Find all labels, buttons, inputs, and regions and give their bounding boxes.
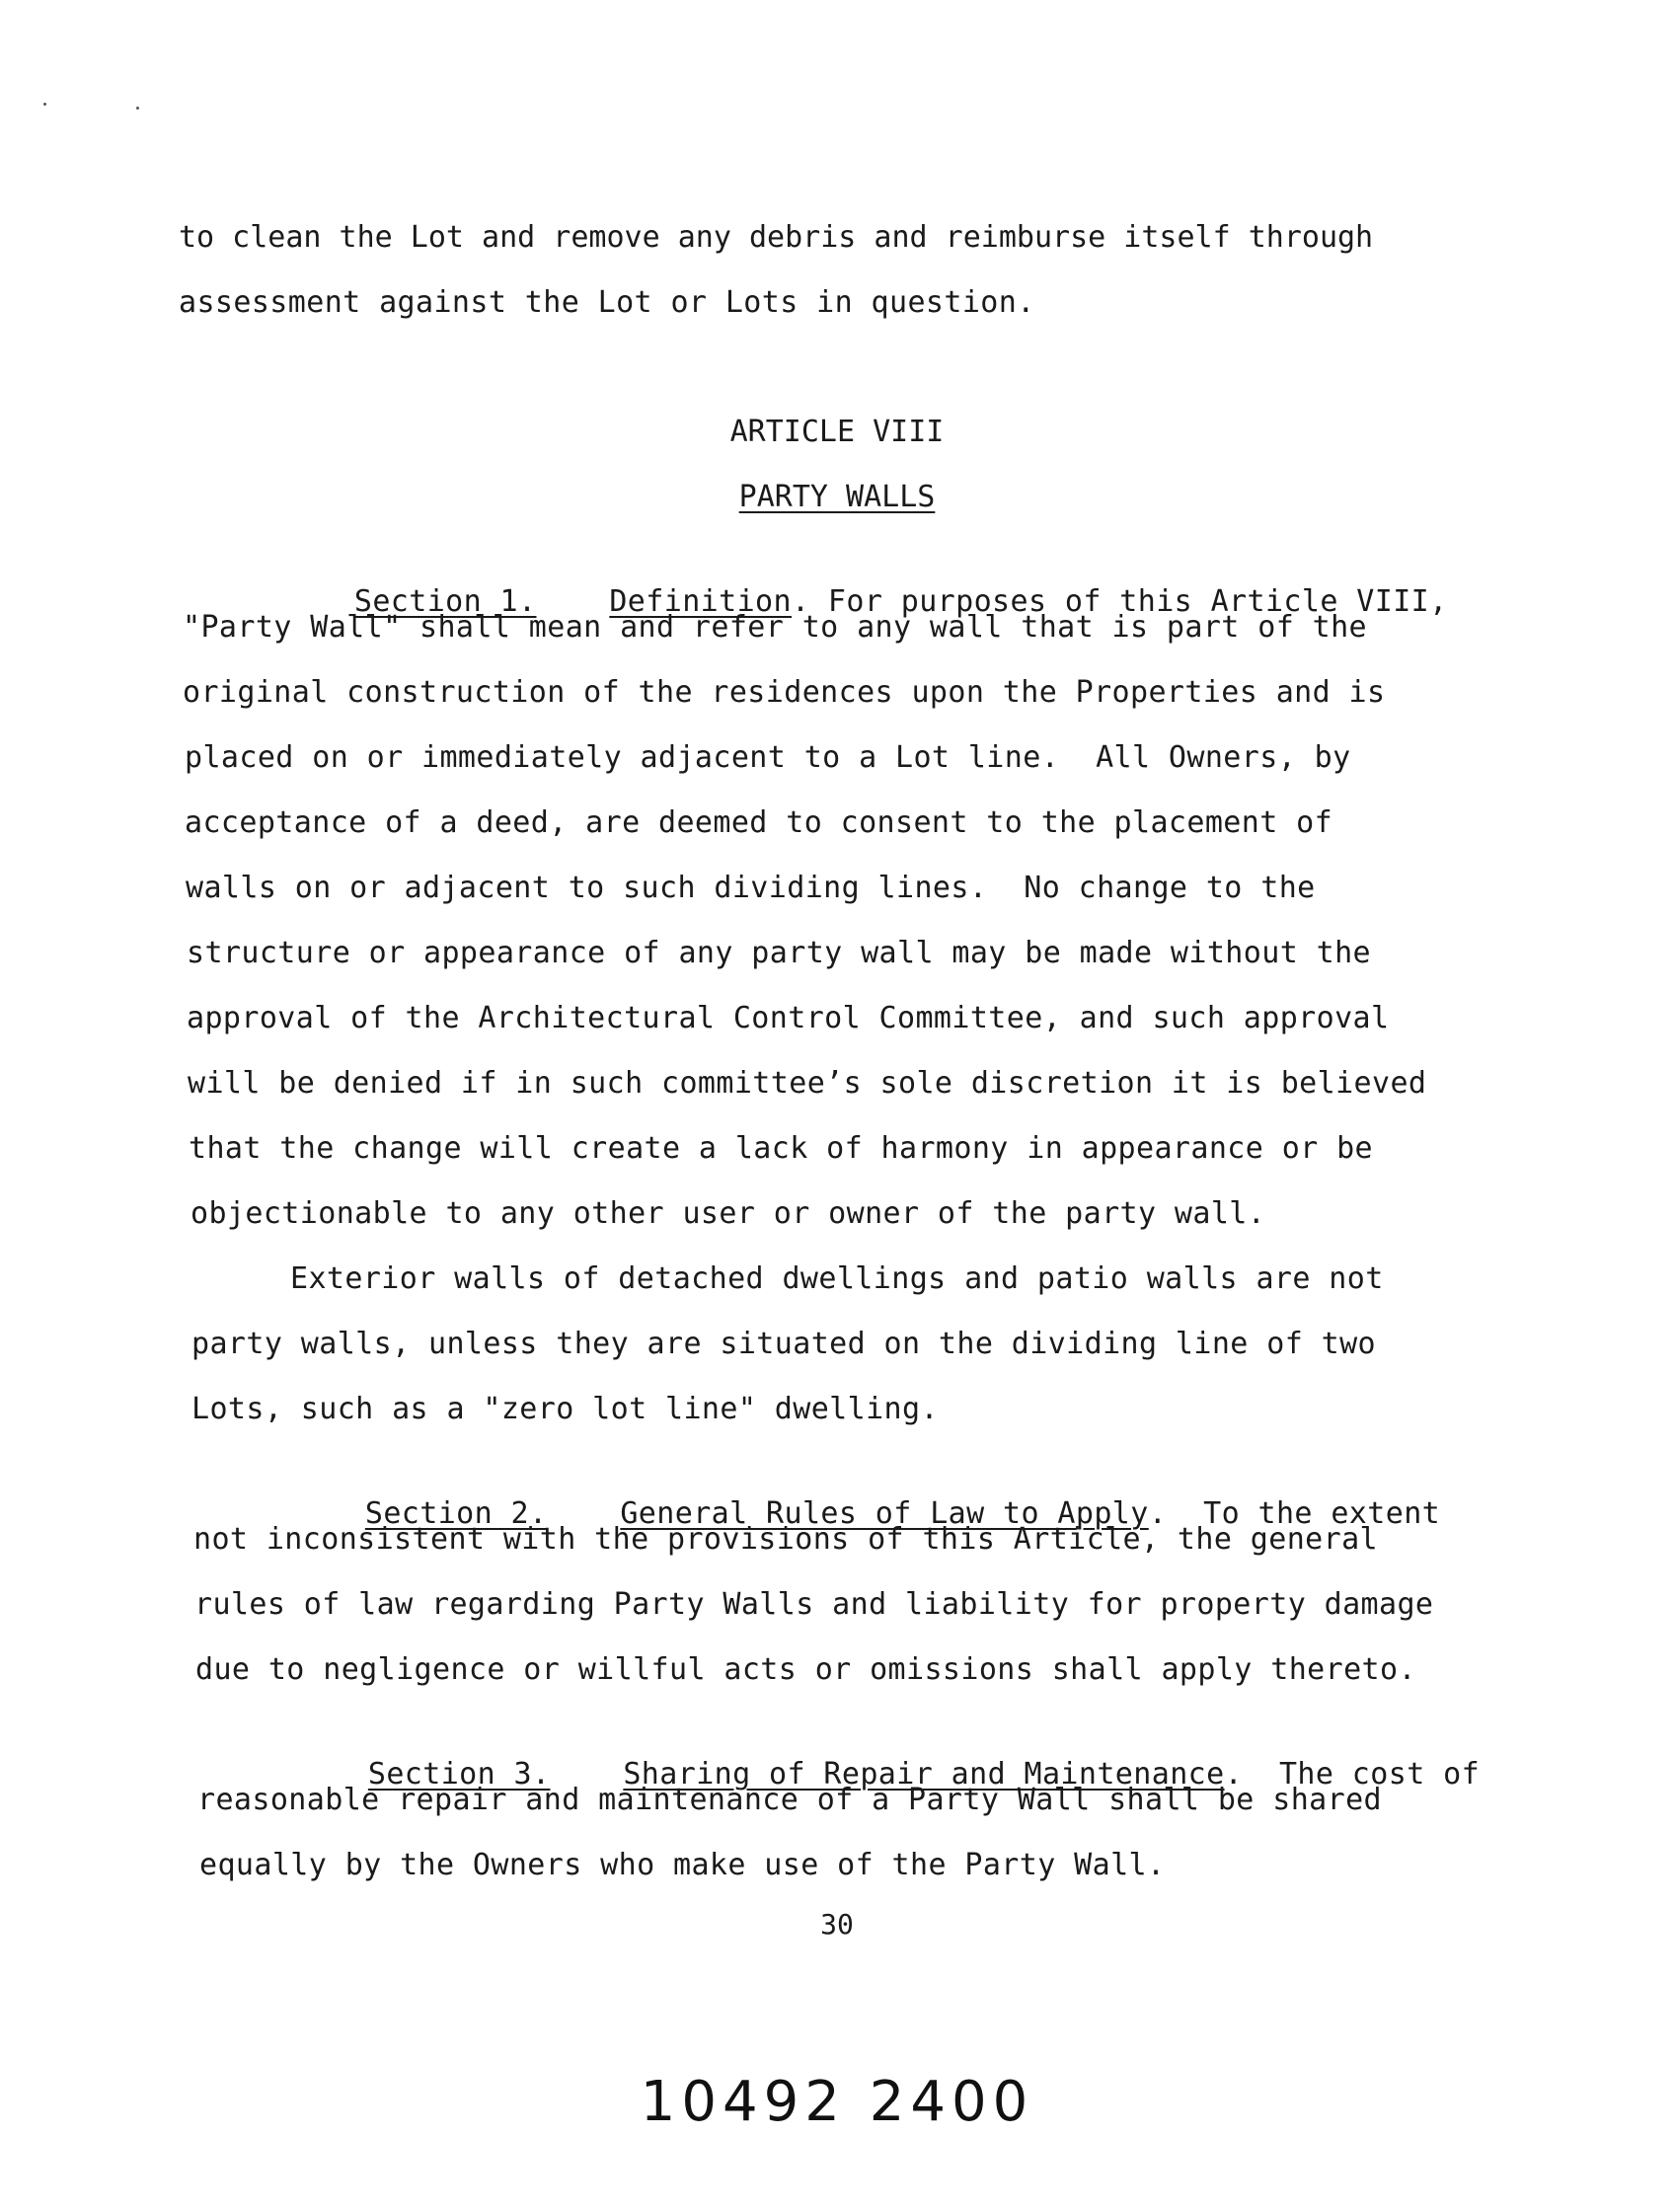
- section-3-heading: Sharing of Repair and Maintenance: [623, 1757, 1225, 1792]
- section-3-label: Section 3.: [367, 1757, 551, 1792]
- section-1-paragraph-2-line: party walls, unless they are situated on the dividing line of two: [191, 1327, 1376, 1361]
- section-1-text-start: . For purposes of this Article VIII,: [791, 584, 1448, 619]
- section-1-line: walls on or adjacent to such dividing lines. No change to the: [186, 871, 1316, 905]
- section-1-paragraph-2-line: Exterior walls of detached dwellings and patio walls are not: [290, 1261, 1384, 1296]
- section-1-paragraph-2-line: Lots, such as a "zero lot line" dwelling.: [191, 1392, 939, 1426]
- section-2-line: due to negligence or willful acts or omissions shall apply thereto.: [195, 1652, 1416, 1687]
- continuation-line-2: assessment against the Lot or Lots in question.: [179, 285, 1035, 320]
- scan-speck: [43, 103, 46, 106]
- article-title: [0, 478, 1674, 517]
- section-1-line: will be denied if in such committee’s sole discretion it is believed: [188, 1066, 1427, 1101]
- page-number: 30: [820, 1908, 854, 1941]
- section-1-line: original construction of the residences upon the Properties and is: [183, 675, 1386, 710]
- section-2-line: rules of law regarding Party Walls and liability for property damage: [194, 1587, 1434, 1622]
- section-1-line: that the change will create a lack of harmony in appearance or be: [189, 1131, 1373, 1166]
- recording-stamp: 10492 2400: [640, 2070, 1034, 2134]
- section-1-line: structure or appearance of any party wall may be made without the: [187, 936, 1371, 970]
- section-1-line: acceptance of a deed, are deemed to consent to the placement of: [185, 805, 1333, 840]
- article-number: ARTICLE VIII: [729, 415, 945, 449]
- scan-speck: [136, 107, 139, 110]
- article-title-text: PARTY WALLS: [738, 480, 936, 514]
- section-2-label: Section 2.: [364, 1496, 548, 1531]
- section-1-line: objectionable to any other user or owner of the party wall.: [190, 1196, 1266, 1231]
- section-3-line: reasonable repair and maintenance of a Party Wall shall be shared: [197, 1783, 1382, 1817]
- section-1-heading: Definition: [609, 584, 792, 619]
- section-1-line: placed on or immediately adjacent to a Lot line. All Owners, by: [185, 740, 1351, 775]
- section-3-line: equally by the Owners who make use of the Party Wall.: [199, 1848, 1166, 1882]
- section-2-text-start: . To the extent: [1148, 1496, 1441, 1531]
- section-1-label: Section 1.: [353, 584, 537, 619]
- section-2-heading: General Rules of Law to Apply: [620, 1496, 1149, 1531]
- section-2-line: not inconsistent with the provisions of this Article, the general: [193, 1522, 1378, 1557]
- section-1-line: "Party Wall" shall mean and refer to any wall that is part of the: [183, 610, 1367, 645]
- section-1-line: approval of the Architectural Control Committee, and such approval: [187, 1001, 1390, 1035]
- section-3-text-start: . The cost of: [1224, 1757, 1481, 1792]
- text-line: to clean the Lot and remove any debris and reimburse itself through: [179, 220, 1374, 255]
- continuation-line-1: [179, 218, 1482, 258]
